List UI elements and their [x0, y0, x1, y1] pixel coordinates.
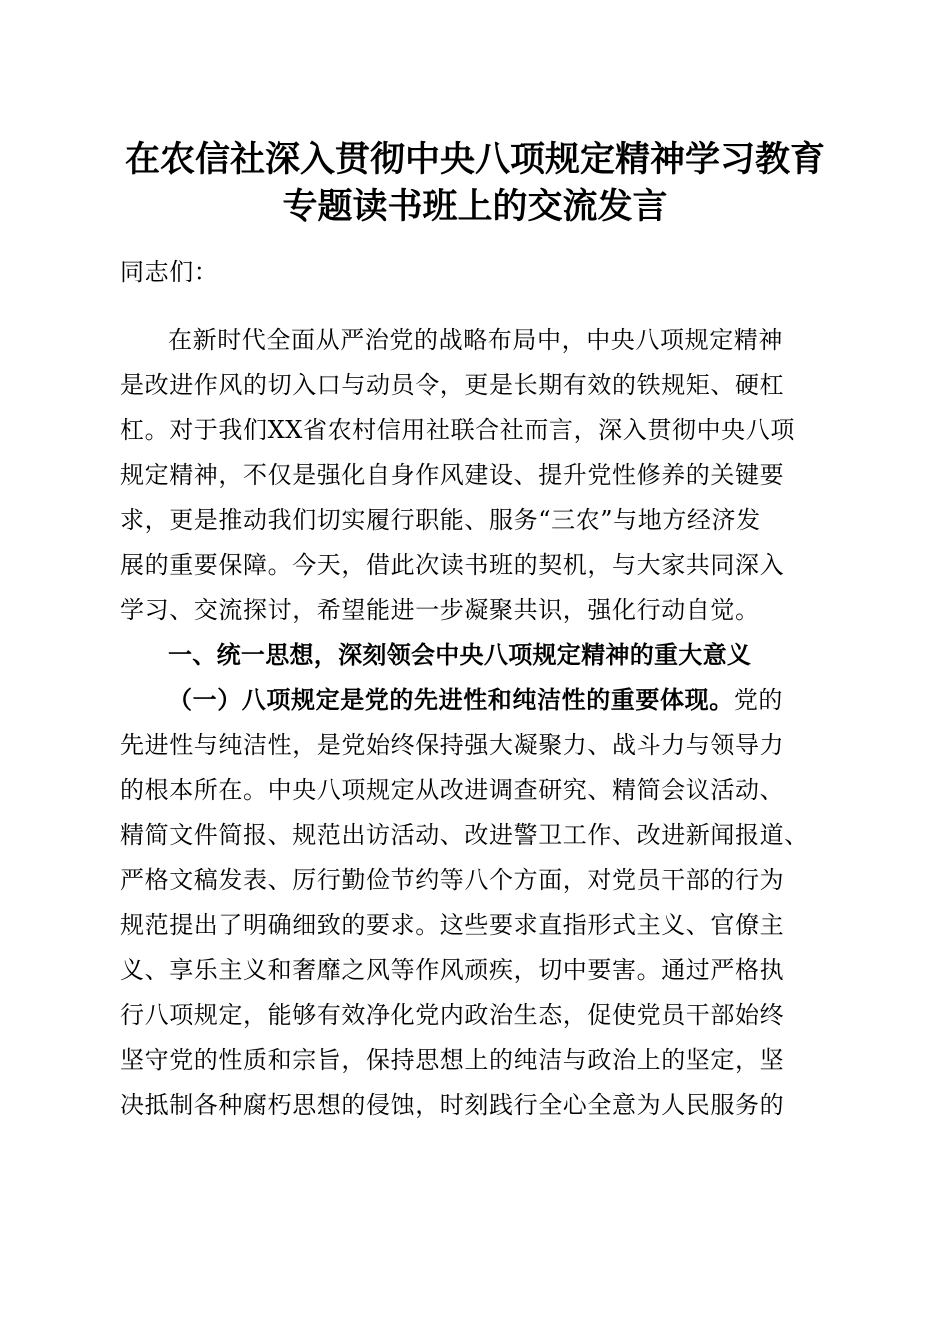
body-line: 义、享乐主义和奢靡之风等作风顽疾，切中要害。通过严格执: [120, 956, 785, 984]
subsection-first-line: [168, 682, 840, 718]
subsection-label: （一）八项规定是党的先进性和纯洁性的重要体现。: [168, 685, 734, 714]
body-line: 行八项规定，能够有效净化党内政治生态，促使党员干部始终: [120, 1001, 785, 1029]
body-line: 严格文稿发表、厉行勤俭节约等八个方面，对党员干部的行为: [120, 866, 785, 894]
body-line: 先进性与纯洁性，是党始终保持强大凝聚力、战斗力与领导力: [120, 731, 785, 759]
document-title-line-1: 在农信社深入贯彻中央八项规定精神学习教育: [124, 139, 825, 180]
body-line: 决抵制各种腐朽思想的侵蚀，时刻践行全心全意为人民服务的: [120, 1091, 785, 1119]
intro-line: 展的重要保障。今天，借此次读书班的契机，与大家共同深入: [120, 551, 785, 579]
body-line: 坚守党的性质和宗旨，保持思想上的纯洁与政治上的坚定，坚: [120, 1046, 785, 1074]
intro-line: 求，更是推动我们切实履行职能、服务“三农”与地方经济发: [120, 506, 761, 534]
body-line: 规范提出了明确细致的要求。这些要求直指形式主义、官僚主: [120, 911, 785, 939]
intro-line: 杠。对于我们XX省农村信用社联合社而言，深入贯彻中央八项: [120, 416, 795, 444]
subsection-first-line-rest: 党的: [733, 686, 784, 714]
body-line: 精简文件简报、规范出访活动、改进警卫工作、改进新闻报道、: [120, 821, 809, 849]
salutation: 同志们：: [120, 258, 219, 286]
intro-line: 是改进作风的切入口与动员令，更是长期有效的铁规矩、硬杠: [120, 371, 785, 399]
section-heading-1: 一、统一思想，深刻领会中央八项规定精神的重大意义: [168, 641, 752, 669]
document-title-line-2: 专题读书班上的交流发言: [282, 186, 668, 227]
intro-line: 学习、交流探讨，希望能进一步凝聚共识，强化行动自觉。: [120, 596, 760, 624]
body-line: 的根本所在。中央八项规定从改进调查研究、精简会议活动、: [120, 776, 785, 804]
intro-line: 规定精神，不仅是强化自身作风建设、提升党性修养的关键要: [120, 461, 785, 489]
intro-line: 在新时代全面从严治党的战略布局中，中央八项规定精神: [168, 326, 783, 354]
